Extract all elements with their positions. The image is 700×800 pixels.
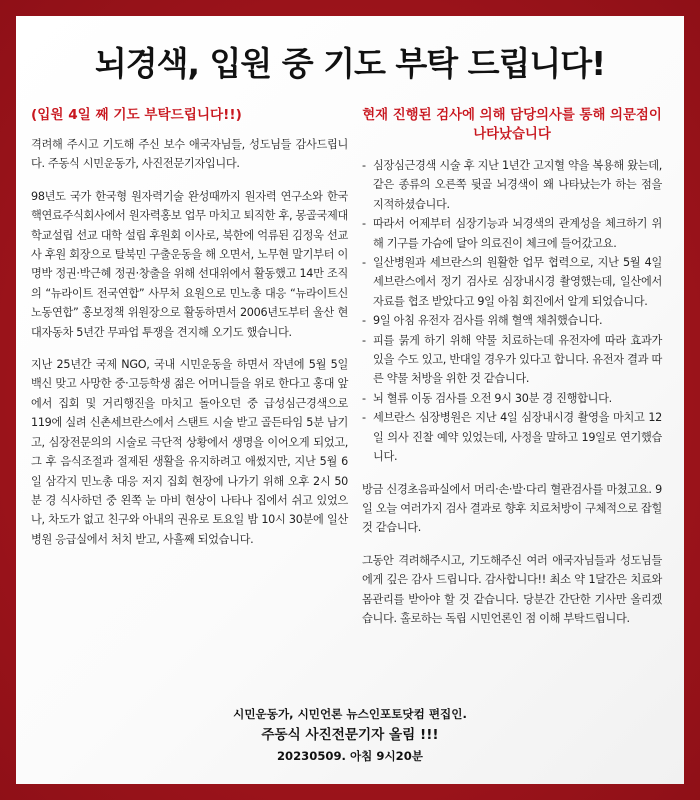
thanks-paragraph: 그동안 격려해주시고, 기도해주신 여러 애국자님들과 성도님들에게 깊은 감사 드립니다. 감사합니다!! 최소 약 1달간은 치료와 몸관리를 받아야 할 것 같습니다. 당분간 간단한 기사만 올리겠습니다. 홀로하는 독립 시민언론인 점 이해 부탁드립니다. [362, 553, 662, 625]
list-item: - 따라서 어제부터 심장기능과 뇌경색의 관계성을 체크하기 위해 기구를 가슴에 달아 의료진이 체크에 들어갔고요. [362, 214, 662, 253]
list-item: - 일산병원과 세브란스의 원활한 업무 협력으로, 지난 5월 4일 세브란스에서 정기 검사로 심장내시경 촬영했는데, 일산에서 자료를 협조 받았다고 9일 아침 회진에서 알게 되었습니다. [362, 253, 662, 311]
career-paragraph: 98년도 국가 한국형 원자력기술 완성때까지 원자력 연구소와 한국핵연료주식회사에서 원자력홍보 업무 마치고 퇴직한 후, 몽골국제대학교설립 선교 대학 설립 후원회 이사로, 북한에 억류된 김정욱 선교사 후원 회장으로 탈북민 구출운동을 해 오면서, 노무현 말기부터 이명박 정권·박근혜 정권·창출을 위해 선대위에서 활동했고 14만 조직의 “뉴라이트 전국연합” 사무처 요원으로 민노총 대응 “뉴라이트신노동연합” 홍보정책 위원장으로 활동하면서 2006년도부터 울산 현대자동차 5년간 무파업 투쟁을 견지해 오기도 했습니다. [31, 189, 348, 339]
incident-paragraph: 지난 25년간 국제 NGO, 국내 시민운동을 하면서 작년에 5월 5일 백신 맞고 사망한 중·고등학생 젊은 어머니들을 위로 한다고 홍대 앞에서 집회 및 거리행진을 마치고 돌아오던 중 급성심근경색으로 119에 실려 신촌세브란스에서 스탠트 시술 받고 골든타임 5분 남기고, 심장전문의의 시술로 극단적 상황에서 생명을 이어오게 되었고, 그 후 음식조절과 절제된 생활을 유지하려고 애썼지만, 지난 5월 6일 삼각지 민노총 대응 저지 집회 현장에 나가기 위해 오후 2시 50분 경 식사하던 중 왼쪽 눈 마비 현상이 나타나 집에서 쉬고 있었으나, 차도가 없고 친구와 아내의 권유로 토요일 밤 10시 30분에 일산병원 응급실에서 처치 받고, 사흘째 되었습니다. [31, 358, 348, 546]
right-column [362, 106, 662, 641]
signature-name: 주동식 사진전문기자 올림 !!! [261, 727, 439, 743]
page-title: 뇌경색, 입원 중 기도 부탁 드립니다! [94, 44, 606, 83]
dash-bullet: - [362, 256, 366, 270]
left-heading: (입원 4일 째 기도 부탁드립니다!!) [31, 107, 242, 123]
signature-affiliation: 시민운동가, 시민언론 뉴스인포토닷컴 편집인. [233, 707, 467, 721]
exam-list [362, 156, 662, 467]
list-item: - 9일 아침 유전자 검사를 위해 혈액 채취했습니다. [362, 311, 662, 330]
list-item: - 세브란스 심장병원은 지난 4일 심장내시경 촬영을 마치고 12일 의사 진찰 예약 있었는데, 사정을 말하고 19일로 연기했습니다. [362, 408, 662, 466]
list-item: - 피를 묽게 하기 위해 약물 치료하는데 유전자에 따라 효과가 있을 수도 있고, 반대일 경우가 있다고 합니다. 유전자 결과 따른 약물 처방을 위한 것 같습니다. [362, 331, 662, 389]
greeting-paragraph: 격려해 주시고 기도해 주신 보수 애국자님들, 성도님들 감사드립니다. 주동식 시민운동가, 사진전문기자입니다. [31, 138, 348, 171]
dash-bullet: - [362, 217, 366, 231]
dash-bullet: - [362, 314, 366, 328]
dash-bullet: - [362, 411, 366, 425]
dash-bullet: - [362, 159, 366, 172]
dash-bullet: - [362, 391, 366, 405]
notice-sheet [16, 16, 684, 784]
recent-exam-paragraph: 방금 신경초음파실에서 머리·손·발·다리 혈관검사를 마쳤고요. 9일 오늘 여러가지 검사 결과로 향후 치료처방이 구체적으로 잡힐 것 같습니다. [362, 482, 662, 535]
right-heading: 현재 진행된 검사에 의해 담당의사를 통해 의문점이 나타났습니다 [362, 108, 662, 142]
left-column [31, 106, 348, 562]
list-item: - 심장심근경색 시술 후 지난 1년간 고지혈 약을 복용해 왔는데, 같은 종류의 오른쪽 뒷골 뇌경색이 왜 나타났는가 하는 점을 지적하셨습니다. [362, 156, 662, 214]
signature-date: 20230509. 아침 9시20분 [276, 749, 423, 763]
dash-bullet: - [362, 333, 366, 347]
list-item: - 뇌 혈류 이동 검사를 오전 9시 30분 경 진행합니다. [362, 389, 662, 408]
signature-block [16, 704, 684, 766]
